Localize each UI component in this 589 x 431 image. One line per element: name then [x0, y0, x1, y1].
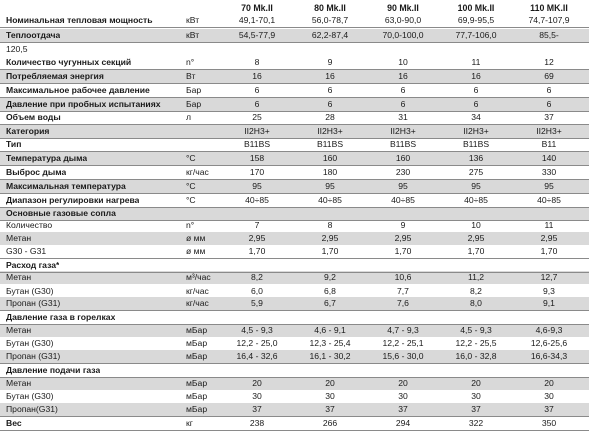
row-value: 6,0	[251, 287, 263, 296]
row-value: 54,5-77,9	[238, 31, 276, 40]
row-value: 6	[473, 86, 479, 95]
row-value: 12,3 - 25,4	[309, 339, 351, 348]
row-value: 63,0-90,0	[384, 16, 422, 25]
row-label: Бутан (G30)	[6, 339, 54, 348]
row-value: 275	[468, 168, 484, 177]
row-divider	[0, 97, 589, 98]
row-value: 1,70	[540, 247, 558, 256]
row-value: 31	[398, 113, 408, 122]
row-value: 56,0-78,7	[311, 16, 349, 25]
row-value: 1,70	[394, 247, 412, 256]
row-unit: мБар	[186, 379, 208, 388]
row-label: Потребляемая энергия	[6, 72, 104, 81]
row-divider	[0, 27, 589, 28]
row-value: 16,4 - 32,6	[236, 352, 278, 361]
row-divider	[0, 179, 589, 180]
row-label: Пропан (G31)	[6, 352, 61, 361]
row-unit: Бар	[186, 100, 202, 109]
row-value: 37	[325, 405, 335, 414]
row-value: 12,2 - 25,5	[455, 339, 497, 348]
row-value: 6,8	[324, 287, 336, 296]
row-divider	[0, 83, 589, 84]
row-value: 20	[252, 379, 262, 388]
row-value: 136	[468, 154, 484, 163]
row-value: 30	[471, 392, 481, 401]
table-row	[0, 70, 589, 83]
row-value: 9,3	[543, 287, 555, 296]
row-divider	[0, 324, 589, 325]
row-value: 34	[471, 113, 481, 122]
row-value: 95	[471, 182, 481, 191]
row-unit: мБар	[186, 339, 208, 348]
table-row	[0, 98, 589, 111]
table-row	[0, 138, 589, 151]
row-value: 30	[398, 392, 408, 401]
row-value: 70,0-100,0	[382, 31, 424, 40]
row-value: 11	[471, 58, 481, 67]
row-value: 6	[473, 100, 479, 109]
row-label: Температура дыма	[6, 154, 88, 163]
row-value: II2H3+	[390, 127, 416, 136]
row-label: Количество чугунных секций	[6, 58, 132, 67]
row-divider	[0, 193, 589, 194]
row-value: 95	[325, 182, 335, 191]
row-label: Метан	[6, 379, 32, 388]
row-value: 266	[322, 419, 338, 428]
row-value: 62,2-87,4	[311, 31, 349, 40]
row-value: 6	[546, 100, 552, 109]
row-value: 12,7	[540, 273, 558, 282]
table-row	[0, 245, 589, 258]
row-value: 2,95	[394, 234, 412, 243]
table-row	[0, 84, 589, 97]
row-label: Метан	[6, 326, 32, 335]
row-value: 40÷85	[245, 196, 269, 205]
row-value: 10	[471, 221, 481, 230]
row-value: 16,0 - 32,8	[455, 352, 497, 361]
row-value: 16,1 - 30,2	[309, 352, 351, 361]
row-label: Вес	[6, 419, 22, 428]
row-value: 16	[398, 72, 408, 81]
row-value: 37	[471, 405, 481, 414]
row-value: 95	[252, 182, 262, 191]
row-value: 37	[544, 113, 554, 122]
row-unit: кг/час	[186, 168, 209, 177]
row-label: Категория	[6, 127, 50, 136]
row-divider	[0, 138, 589, 139]
row-label: Метан	[6, 234, 32, 243]
row-divider	[0, 69, 589, 70]
row-divider	[0, 363, 589, 364]
row-label: Основные газовые сопла	[6, 209, 116, 218]
row-value: 7	[254, 221, 260, 230]
column-header: 90 Mk.II	[387, 3, 419, 13]
table-row	[0, 111, 589, 124]
row-value: 230	[395, 168, 411, 177]
column-header: 80 Mk.II	[314, 3, 346, 13]
row-value: 6	[400, 86, 406, 95]
row-value: 40÷85	[391, 196, 415, 205]
row-value: 11	[544, 221, 554, 230]
row-divider	[0, 42, 589, 43]
row-value: II2H3+	[463, 127, 489, 136]
row-unit: кг/час	[186, 299, 209, 308]
row-value: 30	[544, 392, 554, 401]
row-value: 37	[252, 405, 262, 414]
row-value: 69	[544, 72, 554, 81]
row-value: 77,7-106,0	[455, 31, 497, 40]
row-divider	[0, 151, 589, 152]
table-row	[0, 311, 589, 324]
row-unit: Бар	[186, 86, 202, 95]
row-unit: °C	[186, 154, 196, 163]
row-value: B11BS	[389, 140, 417, 149]
row-value: 15,6 - 30,0	[382, 352, 424, 361]
row-value: 30	[325, 392, 335, 401]
row-value: B11BS	[243, 140, 271, 149]
row-label: Давление при пробных испытаниях	[6, 100, 161, 109]
row-value: B11BS	[462, 140, 490, 149]
row-value: 40÷85	[537, 196, 561, 205]
row-value: 330	[541, 168, 557, 177]
row-unit: мБар	[186, 405, 208, 414]
wrapped-value: 120,5	[6, 44, 28, 54]
row-value: 10	[398, 58, 408, 67]
row-value: 12,2 - 25,1	[382, 339, 424, 348]
row-value: 20	[471, 379, 481, 388]
row-value: 2,95	[321, 234, 339, 243]
row-value: 95	[544, 182, 554, 191]
row-label: Количество	[6, 221, 53, 230]
row-divider	[0, 207, 589, 208]
row-unit: мБар	[186, 392, 208, 401]
row-value: 1,70	[248, 247, 266, 256]
row-label: Давление подачи газа	[6, 366, 101, 375]
row-value: 9,1	[543, 299, 555, 308]
row-value: 6	[327, 86, 333, 95]
row-unit: л	[186, 113, 192, 122]
row-value: II2H3+	[317, 127, 343, 136]
table-row	[0, 403, 589, 416]
row-unit: ø мм	[186, 247, 206, 256]
row-label: Диапазон регулировки нагрева	[6, 196, 140, 205]
row-value: B11	[541, 140, 557, 149]
row-value: 12,2 - 25,0	[236, 339, 278, 348]
row-divider	[0, 165, 589, 166]
row-label: Метан	[6, 273, 32, 282]
table-row	[0, 125, 589, 138]
row-value: 4,6 - 9,1	[314, 326, 346, 335]
table-row	[0, 417, 589, 430]
row-value: II2H3+	[244, 127, 270, 136]
row-value: 8,2	[470, 287, 482, 296]
row-value: 2,95	[248, 234, 266, 243]
row-label: Пропан(G31)	[6, 405, 58, 414]
table-row	[0, 152, 589, 165]
row-value: 180	[322, 168, 338, 177]
row-value: 8	[327, 221, 333, 230]
row-divider	[0, 377, 589, 378]
row-divider	[0, 220, 589, 221]
table-row	[0, 350, 589, 363]
row-unit: кВт	[186, 31, 200, 40]
row-value: 158	[249, 154, 265, 163]
table-row	[0, 56, 589, 69]
row-value: 4,7 - 9,3	[387, 326, 419, 335]
row-value: 74,7-107,9	[528, 16, 570, 25]
row-label: Максимальная температура	[6, 182, 126, 191]
row-unit: n°	[186, 221, 195, 230]
row-value: 160	[395, 154, 411, 163]
row-value: 160	[322, 154, 338, 163]
row-label: Теплоотдача	[6, 31, 61, 40]
row-label: Давление газа в горелках	[6, 313, 116, 322]
row-unit: мБар	[186, 352, 208, 361]
row-value: 2,95	[540, 234, 558, 243]
row-value: 6,7	[324, 299, 336, 308]
row-value: 4,6-9,3	[535, 326, 563, 335]
row-value: 16	[471, 72, 481, 81]
row-value: 69,9-95,5	[457, 16, 495, 25]
row-unit: Вт	[186, 72, 196, 81]
table-row	[0, 232, 589, 245]
table-row	[0, 194, 589, 207]
row-value: 1,70	[467, 247, 485, 256]
row-value: 4,5 - 9,3	[241, 326, 273, 335]
row-unit: мБар	[186, 326, 208, 335]
table-row	[0, 29, 589, 42]
row-value: 25	[252, 113, 262, 122]
row-value: 140	[541, 154, 557, 163]
table-row	[0, 364, 589, 377]
row-value: 2,95	[467, 234, 485, 243]
row-value: 16	[325, 72, 335, 81]
row-label: Расход газа*	[6, 261, 60, 270]
row-value: 8,2	[251, 273, 263, 282]
table-row	[0, 324, 589, 337]
row-value: 16	[252, 72, 262, 81]
row-unit: °C	[186, 196, 196, 205]
row-label: Тип	[6, 140, 22, 149]
row-divider	[0, 272, 589, 273]
row-value: 6	[254, 100, 260, 109]
table-row	[0, 337, 589, 350]
row-label: G30 - G31	[6, 247, 47, 256]
row-value: 6	[546, 86, 552, 95]
row-unit: кг	[186, 419, 193, 428]
row-divider	[0, 124, 589, 125]
row-value: 6	[254, 86, 260, 95]
row-value: 37	[398, 405, 408, 414]
row-unit: кВт	[186, 16, 200, 25]
row-unit: кг/час	[186, 287, 209, 296]
row-value: 12	[544, 58, 554, 67]
row-value: 7,7	[397, 287, 409, 296]
row-unit: n°	[186, 58, 195, 67]
row-value: 9	[400, 221, 406, 230]
row-value: 11,2	[467, 273, 485, 282]
row-value: 350	[541, 419, 557, 428]
table-header	[0, 2, 589, 14]
row-value: 40÷85	[464, 196, 488, 205]
row-value: 16,6-34,3	[530, 352, 568, 361]
row-value: 7,6	[397, 299, 409, 308]
row-value: 28	[325, 113, 335, 122]
row-value: 85,5-	[539, 31, 559, 40]
row-label: Выброс дыма	[6, 168, 67, 177]
row-value: 1,70	[321, 247, 339, 256]
row-value: 238	[249, 419, 265, 428]
row-value: 12,6-25,6	[530, 339, 568, 348]
row-value: 20	[398, 379, 408, 388]
row-value: 37	[544, 405, 554, 414]
column-header: 110 MK.II	[530, 3, 568, 13]
row-value: 9	[327, 58, 333, 67]
row-label: Номинальная тепловая мощность	[6, 16, 153, 25]
column-header: 100 Mk.II	[457, 3, 495, 13]
row-value: 40÷85	[318, 196, 342, 205]
row-label: Максимальное рабочее давление	[6, 86, 150, 95]
row-label: Бутан (G30)	[6, 287, 54, 296]
table-row	[0, 390, 589, 403]
row-value: 30	[252, 392, 262, 401]
row-value: 8,0	[470, 299, 482, 308]
row-value: 10,6	[394, 273, 412, 282]
row-value: 20	[544, 379, 554, 388]
row-value: 170	[249, 168, 265, 177]
row-value: 49,1-70,1	[238, 16, 276, 25]
row-value: 294	[395, 419, 411, 428]
row-value: 6	[327, 100, 333, 109]
column-header: 70 Mk.II	[241, 3, 273, 13]
table-row	[0, 14, 589, 27]
row-divider	[0, 258, 589, 259]
row-unit: °C	[186, 182, 196, 191]
table-row	[0, 166, 589, 179]
row-value: 20	[325, 379, 335, 388]
row-label: Пропан (G31)	[6, 299, 61, 308]
row-value: 95	[398, 182, 408, 191]
row-value: 8	[254, 58, 260, 67]
row-value: 6	[400, 100, 406, 109]
row-value: B11BS	[316, 140, 344, 149]
row-divider	[0, 416, 589, 417]
table-row	[0, 180, 589, 193]
row-unit: м³/час	[186, 273, 211, 282]
row-value: II2H3+	[536, 127, 562, 136]
row-divider	[0, 310, 589, 311]
row-value: 322	[468, 419, 484, 428]
row-label: Бутан (G30)	[6, 392, 54, 401]
row-value: 5,9	[251, 299, 263, 308]
row-value: 9,2	[324, 273, 336, 282]
row-unit: ø мм	[186, 234, 206, 243]
row-label: Объем воды	[6, 113, 61, 122]
table-row	[0, 297, 589, 310]
table-row	[0, 377, 589, 390]
row-value: 4,5 - 9,3	[460, 326, 492, 335]
row-divider	[0, 111, 589, 112]
